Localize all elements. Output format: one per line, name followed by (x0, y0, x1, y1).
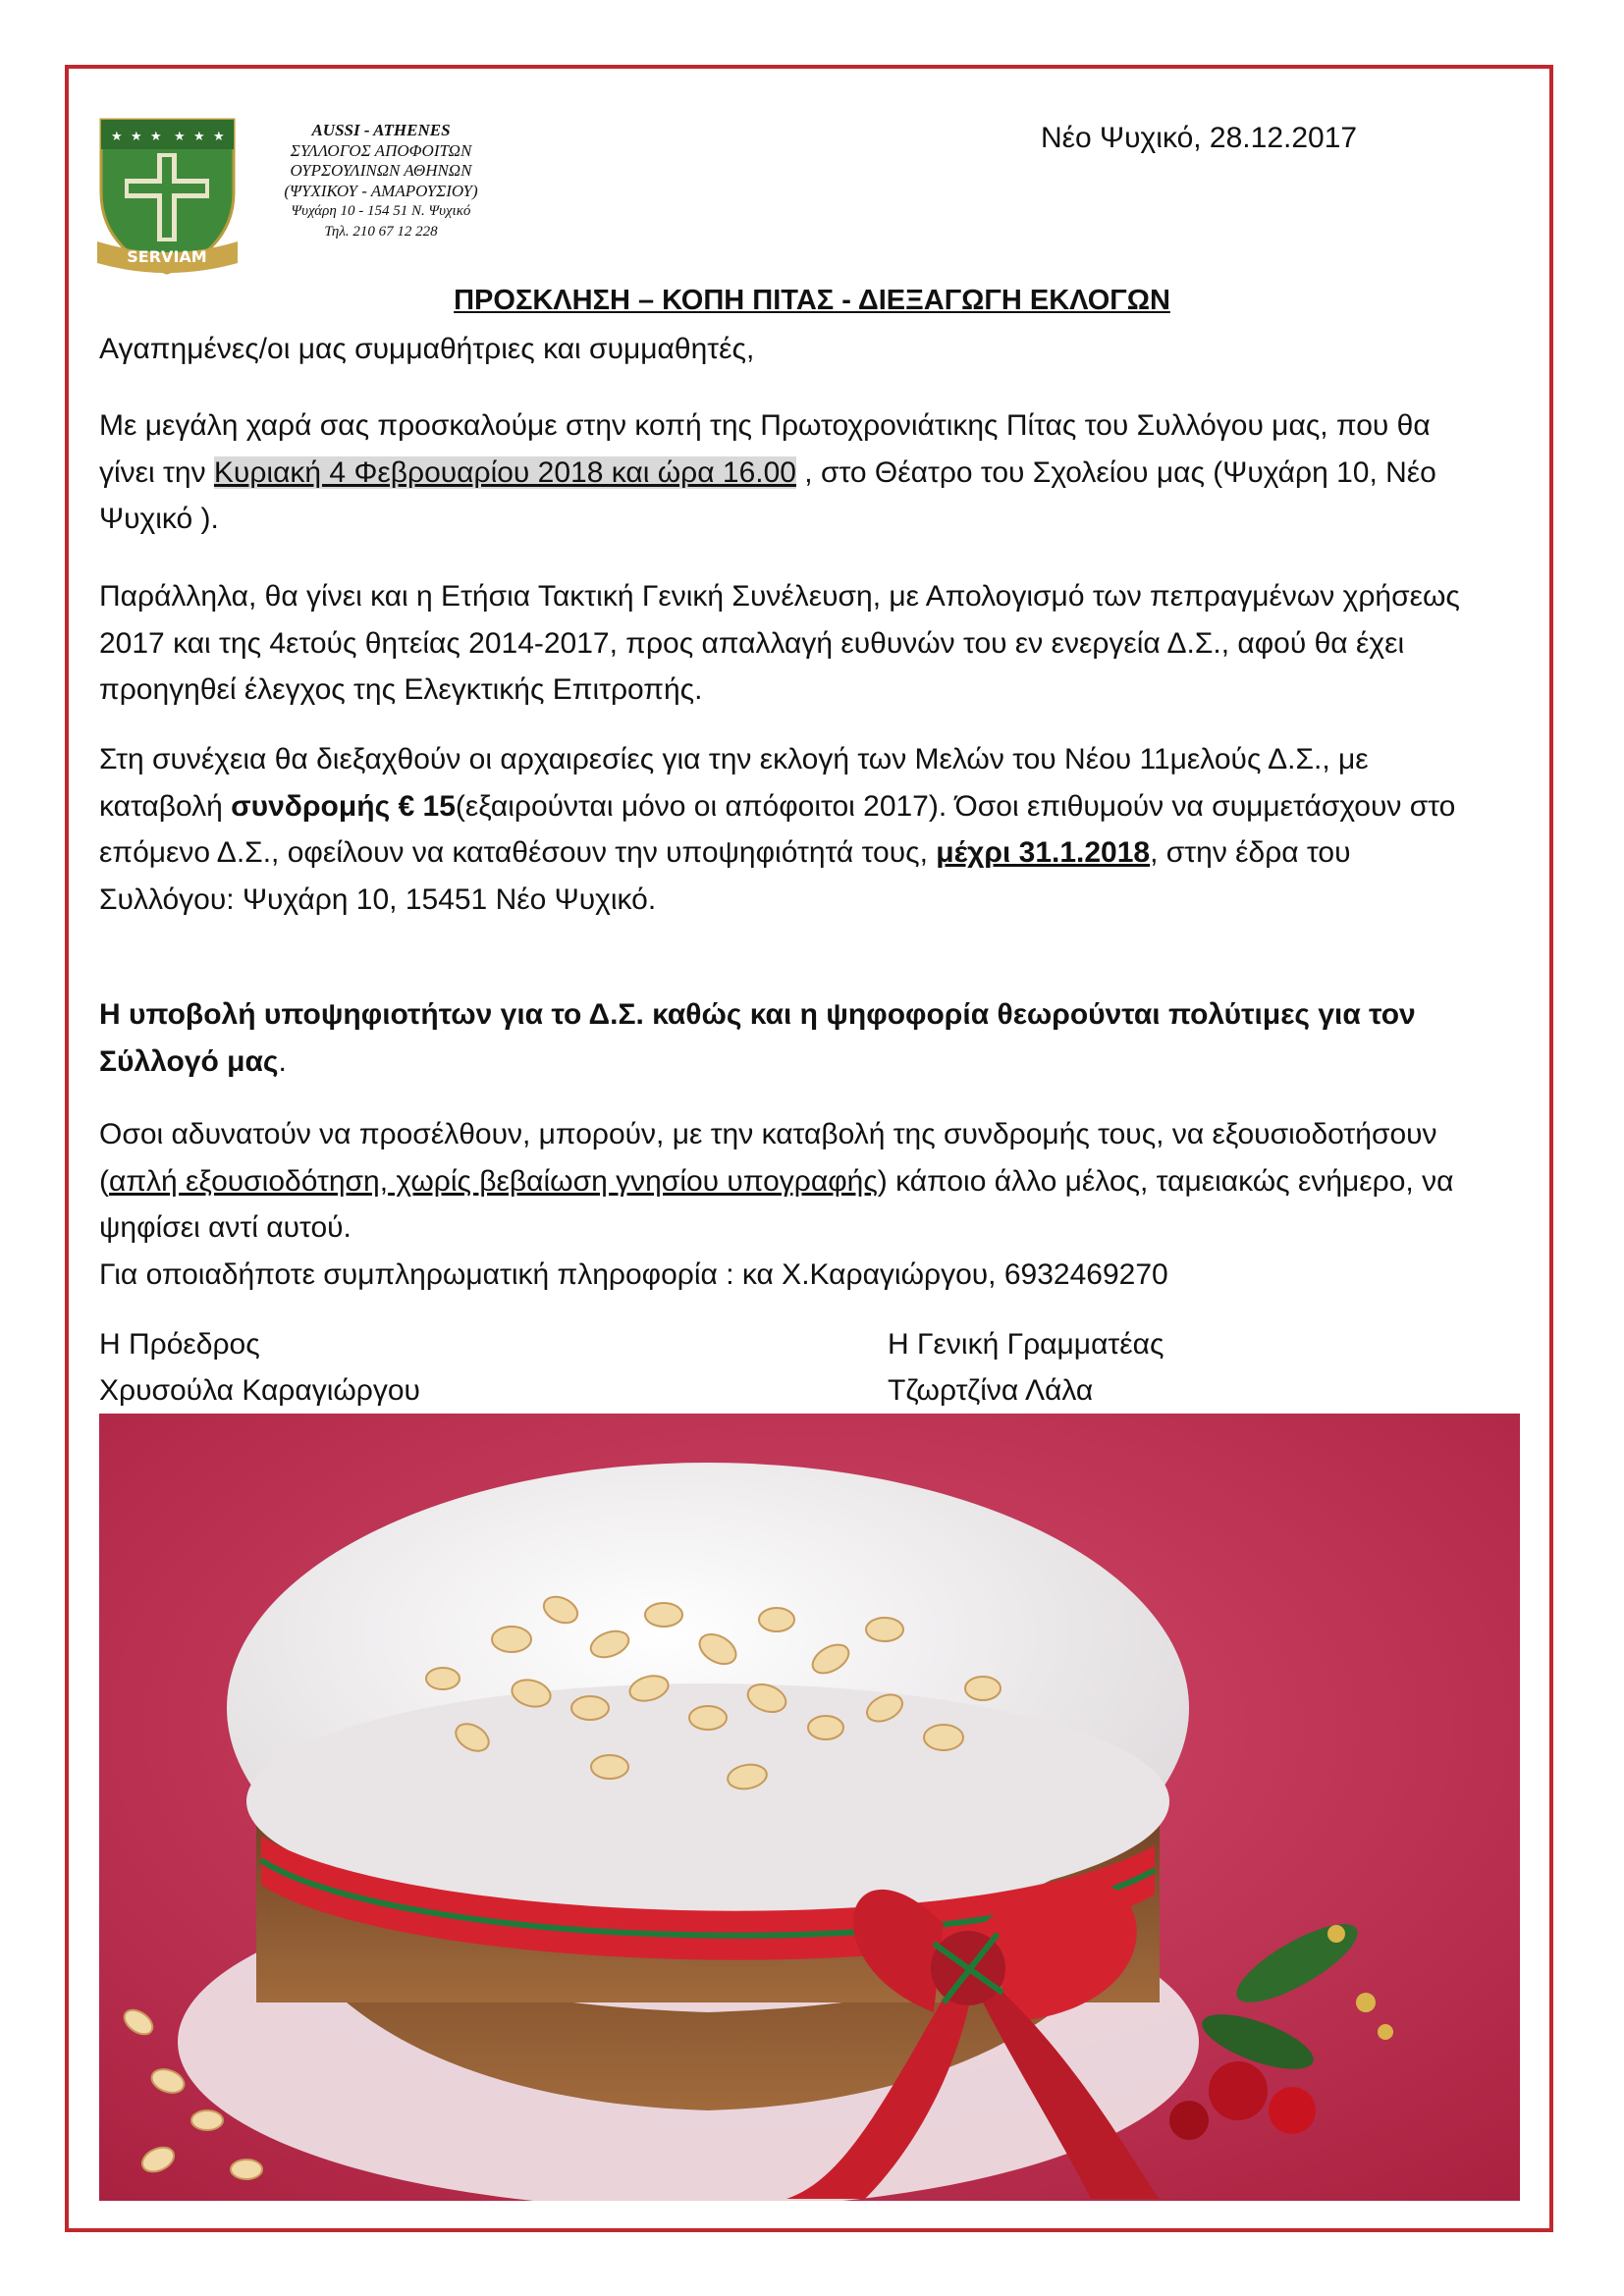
paragraph-invitation (99, 402, 1493, 543)
p5-b: ) κάποιο άλλο μέλος, ταμειακώς ενήμερο, να ψηφίσει αντί αυτού. (99, 1164, 1454, 1244)
organization-line2: ΟΥΡΣΟΥΛΙΝΩΝ ΑΘΗΝΩΝ (290, 161, 472, 180)
svg-text:★: ★ (193, 130, 205, 144)
document-heading: ΠΡΟΣΚΛΗΣΗ – ΚΟΠΗ ΠΙΤΑΣ - ΔΙΕΞΑΓΩΓΗ ΕΚΛΟΓΩΝ (454, 285, 1170, 316)
svg-text:★: ★ (150, 130, 162, 144)
secretary-name: Τζωρτζίνα Λάλα (888, 1374, 1094, 1407)
crest-motto: SERVIAM (127, 247, 207, 266)
crest-logo (95, 116, 240, 276)
p4-end: . (278, 1044, 287, 1078)
organization-line1: ΣΥΛΛΟΓΟΣ ΑΠΟΦΟΙΤΩΝ (290, 140, 472, 160)
contact-info: Για οποιαδήποτε συμπληρωματική πληροφορία : κα Χ.Καραγιώργου, 6932469270 (99, 1257, 1168, 1291)
signature-president (99, 1321, 420, 1414)
organization-address: Ψυχάρη 10 - 154 51 Ν. Ψυχικό (291, 203, 471, 219)
cake-photo (99, 1414, 1520, 2201)
svg-text:★: ★ (111, 130, 123, 144)
cake-illustration (99, 1414, 1520, 2201)
p2-text: Παράλληλα, θα γίνει και η Ετήσια Τακτική Γενική Συνέλευση, με Απολογισμό των πεπραγμένων χρήσεως 2017 και της 4ετούς θητείας 2014-2017, προς απαλλαγή ευθυνών του εν ενεργεία Δ.Σ., αφού θα έχει προηγηθεί έλεγχος της Ελεγκτικής Επιτροπής. (99, 580, 1460, 706)
p4-bold: Η υποβολή υποψηφιοτήτων για το Δ.Σ. καθώς και η ψηφοφορία θεωρούνται πολύτιμες για τον Σύλλογό μας (99, 998, 1416, 1078)
president-title: Η Πρόεδρος (99, 1328, 260, 1361)
signature-secretary (888, 1321, 1164, 1414)
p1-after: , στο Θέατρο του Σχολείου μας (Ψυχάρη 10, Νέο Ψυχικό ). (99, 455, 1436, 535)
organization-name: AUSSI - ATHENES (311, 121, 451, 139)
svg-text:★: ★ (213, 130, 225, 144)
greeting-text: Αγαπημένες/οι μας συμμαθήτριες και συμμαθητές, (99, 333, 755, 365)
secretary-title: Η Γενική Γραμματέας (888, 1328, 1164, 1361)
organization-header (234, 121, 528, 241)
deadline-bold: μέχρι 31.1.2018 (936, 836, 1151, 869)
svg-text:★: ★ (131, 130, 142, 144)
greeting (99, 326, 1493, 373)
p3-c: , στην έδρα του Συλλόγου: Ψυχάρη 10, 15451 Νέο Ψυχικό. (99, 836, 1351, 916)
svg-text:★: ★ (174, 130, 186, 144)
p3-a: Στη συνέχεια θα διεξαχθούν οι αρχαιρεσίες για την εκλογή των Μελών του Νέου 11μελούς Δ.Σ., με καταβολή (99, 743, 1369, 823)
organization-line3: (ΨΥΧΙΚΟΥ - ΑΜΑΡΟΥΣΙΟΥ) (284, 181, 478, 200)
event-date-highlight: Κυριακή 4 Φεβρουαρίου 2018 και ώρα 16.00 (213, 455, 796, 489)
paragraph-importance (99, 991, 1493, 1085)
paragraph-elections (99, 736, 1493, 923)
paragraph-assembly (99, 573, 1493, 714)
organization-phone: Τηλ. 210 67 12 228 (324, 223, 438, 240)
p1-before: Με μεγάλη χαρά σας προσκαλούμε στην κοπή της Πρωτοχρονιάτικης Πίτας του Συλλόγου μας, που θα γίνει την (99, 409, 1431, 489)
president-name: Χρυσούλα Καραγιώργου (99, 1374, 420, 1407)
paragraph-proxy (99, 1111, 1493, 1298)
proxy-note-underlined: απλή εξουσιοδότηση, χωρίς βεβαίωση γνησίου υπογραφής (109, 1164, 878, 1198)
p3-b: (εξαιρούνται μόνο οι απόφοιτοι 2017). Όσοι επιθυμούν να συμμετάσχουν στο επόμενο Δ.Σ., οφείλουν να καταθέσουν την υποψηφιότητά τους, (99, 789, 1456, 869)
place-date: Νέο Ψυχικό, 28.12.2017 (1041, 122, 1358, 154)
p5-a: Οσοι αδυνατούν να προσέλθουν, μπορούν, με την καταβολή της συνδρομής τους, να εξουσιοδοτήσουν ( (99, 1118, 1437, 1198)
fee-bold: συνδρομής € 15 (231, 789, 456, 823)
